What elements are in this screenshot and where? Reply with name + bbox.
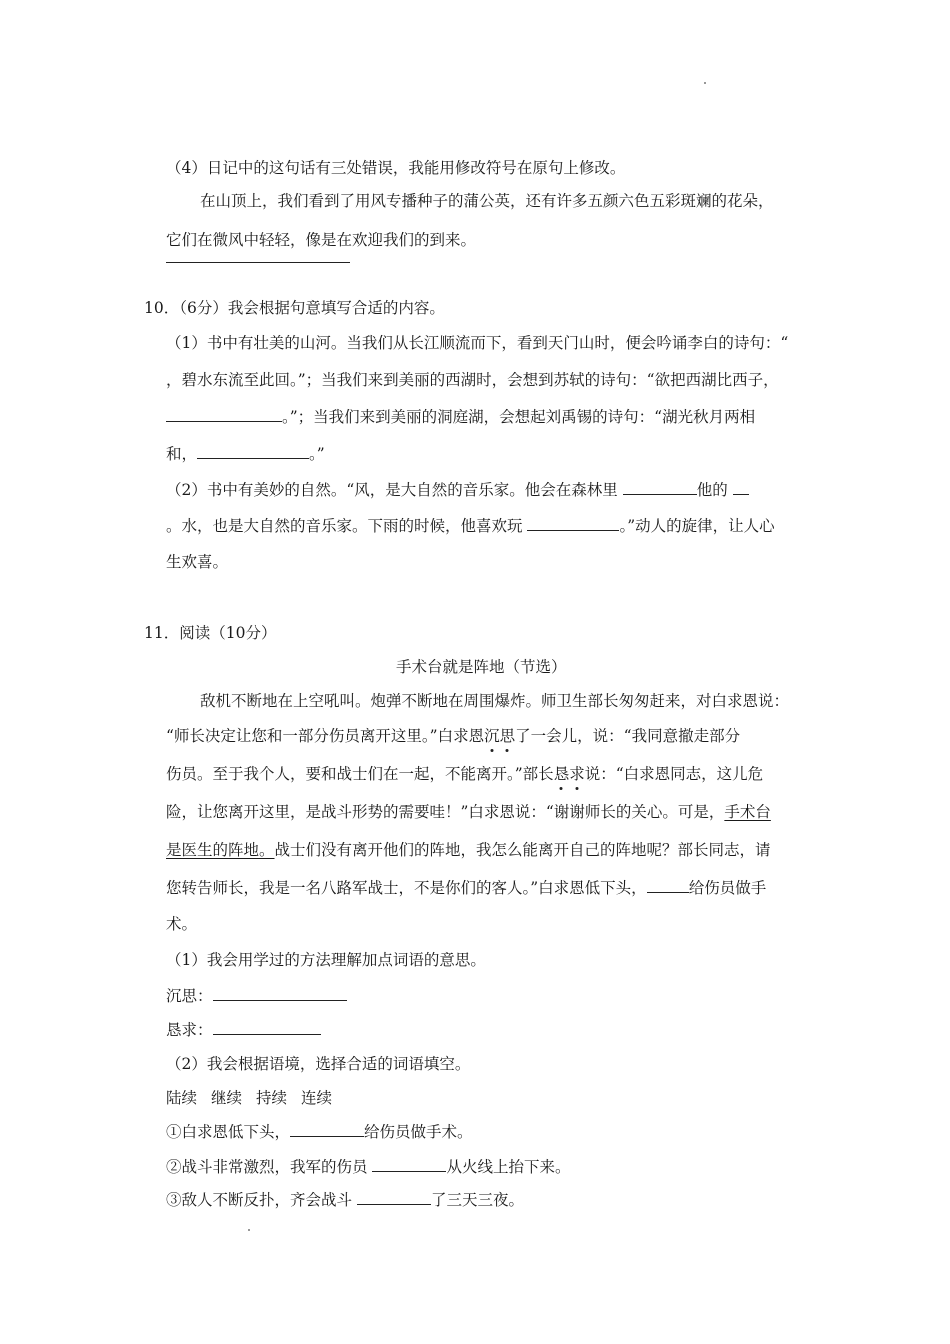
scan-dot-bottom (248, 1229, 250, 1231)
passage-title: 手术台就是阵地（节选） (396, 658, 567, 676)
word2-answer-line[interactable] (213, 1020, 321, 1035)
q10-header (144, 296, 445, 318)
dotted-char-chen: 沉 (484, 724, 500, 746)
q9-answer-line[interactable] (166, 262, 350, 263)
q10-blank-6[interactable] (527, 516, 619, 531)
passage-line3-a: 伤员。至于我个人，要和战士们在一起，不能离开。”部长 (166, 765, 554, 783)
option-word-1: 陆续 (166, 1089, 198, 1107)
dotted-char-qiu: 求 (569, 762, 585, 784)
fill-sentence-2-b: 从火线上抬下来。 (446, 1158, 571, 1176)
underlined-phrase-part1: 手术台 (724, 803, 771, 821)
passage-line2-b: 了一会儿，说：“我同意撤走部分 (515, 727, 741, 745)
q10-p1-line4-start: 和， (166, 445, 198, 463)
q10-blank-3[interactable] (197, 444, 309, 459)
option-word-4: 连续 (301, 1089, 333, 1107)
q10-blank-5[interactable] (733, 480, 749, 495)
q10-p2-line3: 生欢喜。 (166, 553, 229, 571)
passage-line6-b: 给伤员做手 (688, 879, 767, 897)
option-word-3: 持续 (256, 1089, 288, 1107)
fill-sentence-3 (166, 1188, 524, 1210)
word-options (166, 1086, 332, 1108)
fill-sentence-1 (166, 1120, 473, 1142)
q10-p1-line2: ，碧水东流至此回。”；当我们来到美丽的西湖时，会想到苏轼的诗句：“欲把西湖比西子， (166, 371, 779, 389)
q11-word2-row (166, 1018, 321, 1040)
q10-p2-line2-a: 。水，也是大自然的音乐家。下雨的时候，他喜欢玩 (166, 517, 528, 535)
q10-p1-line3-text: 。”；当我们来到美丽的洞庭湖，会想起刘禹锡的诗句：“湖光秋月两相 (282, 408, 756, 426)
q10-p1-line4-end: 。” (309, 445, 325, 463)
passage-line4-a: 险，让您离开这里，是战斗形势的需要哇！”白求恩说：“谢谢师长的关心。可是， (166, 803, 725, 821)
scan-dot-top (704, 82, 706, 84)
passage-line5-b: 战士们没有离开他们的阵地，我怎么能离开自己的阵地呢？部长同志，请 (274, 841, 771, 859)
q11-header (144, 621, 276, 643)
passage-line6 (166, 876, 766, 898)
fill-sentence-3-b: 了三天三夜。 (430, 1191, 524, 1209)
q10-p1-line4 (166, 442, 325, 464)
word1-label: 沉思： (166, 987, 213, 1005)
passage-blank[interactable] (647, 878, 689, 893)
q11-word1-row (166, 984, 347, 1006)
fill-sentence-2 (166, 1155, 570, 1177)
passage-line5 (166, 838, 771, 860)
fill-sentence-3-a: ③敌人不断反扑，齐会战斗 (166, 1191, 357, 1209)
q10-p2-line1 (166, 478, 749, 500)
q10-p2-line2-b: 。”动人的旋律，让人心 (619, 517, 775, 535)
passage-line6-a: 您转告师长，我是一名八路军战士，不是你们的客人。”白求恩低下头， (166, 879, 647, 897)
passage-line3-b: 说：“白求恩同志，这儿危 (584, 765, 764, 783)
q10-p2-line1-a: （2）书中有美妙的自然。“风，是大自然的音乐家。他会在森林里 (166, 481, 623, 499)
passage-line4 (166, 800, 771, 822)
word2-label: 恳求： (166, 1021, 213, 1039)
fill-blank-3[interactable] (357, 1190, 431, 1205)
fill-sentence-2-a: ②战斗非常激烈，我军的伤员 (166, 1158, 373, 1176)
underlined-phrase-part2: 是医生的阵地。 (166, 841, 275, 859)
q10-p1-line1: （1）书中有壮美的山河。当我们从长江顺流而下，看到天门山时，便会吟诵李白的诗句：“ (166, 334, 789, 352)
q11-title: 阅读（10分） (179, 624, 277, 642)
option-word-2: 继续 (211, 1089, 243, 1107)
passage-line1: 敌机不断地在上空吼叫。炮弹不断地在周围爆炸。师卫生部长匆匆赶来，对白求恩说： (200, 692, 790, 710)
word1-answer-line[interactable] (213, 986, 347, 1001)
q10-p2-line1-b: 他的 (696, 481, 733, 499)
q9-part4-prompt: （4）日记中的这句话有三处错误，我能用修改符号在原句上修改。 (166, 159, 626, 177)
q10-blank-4[interactable] (623, 480, 697, 495)
q11-number: 11． (144, 624, 180, 642)
q9-sentence-line1: 在山顶上，我们看到了用风专播种子的蒲公英，还有许多五颜六色五彩斑斓的花朵， (200, 192, 774, 210)
fill-sentence-1-a: ①白求恩低下头， (166, 1123, 291, 1141)
passage-line7: 术。 (166, 915, 198, 933)
q11-sub1-prompt: （1）我会用学过的方法理解加点词语的意思。 (166, 951, 486, 969)
q10-blank-2[interactable] (166, 407, 282, 422)
fill-blank-2[interactable] (372, 1157, 446, 1172)
passage-line2 (166, 724, 740, 746)
passage-line3 (166, 762, 763, 784)
dotted-char-ken: 恳 (554, 762, 570, 784)
q10-number: 10． (144, 299, 180, 317)
q10-title: （6分）我会根据句意填写合适的内容。 (179, 299, 445, 317)
q10-p1-line3 (166, 405, 755, 427)
passage-line2-a: “师长决定让您和一部分伤员离开这里。”白求恩 (166, 727, 485, 745)
q10-p2-line2 (166, 514, 775, 536)
q11-sub2-prompt: （2）我会根据语境，选择合适的词语填空。 (166, 1055, 471, 1073)
fill-blank-1[interactable] (290, 1122, 364, 1137)
dotted-char-si: 思 (500, 724, 516, 746)
q9-sentence-line2: 它们在微风中轻轻，像是在欢迎我们的到来。 (166, 231, 477, 249)
fill-sentence-1-b: 给伤员做手术。 (364, 1123, 473, 1141)
